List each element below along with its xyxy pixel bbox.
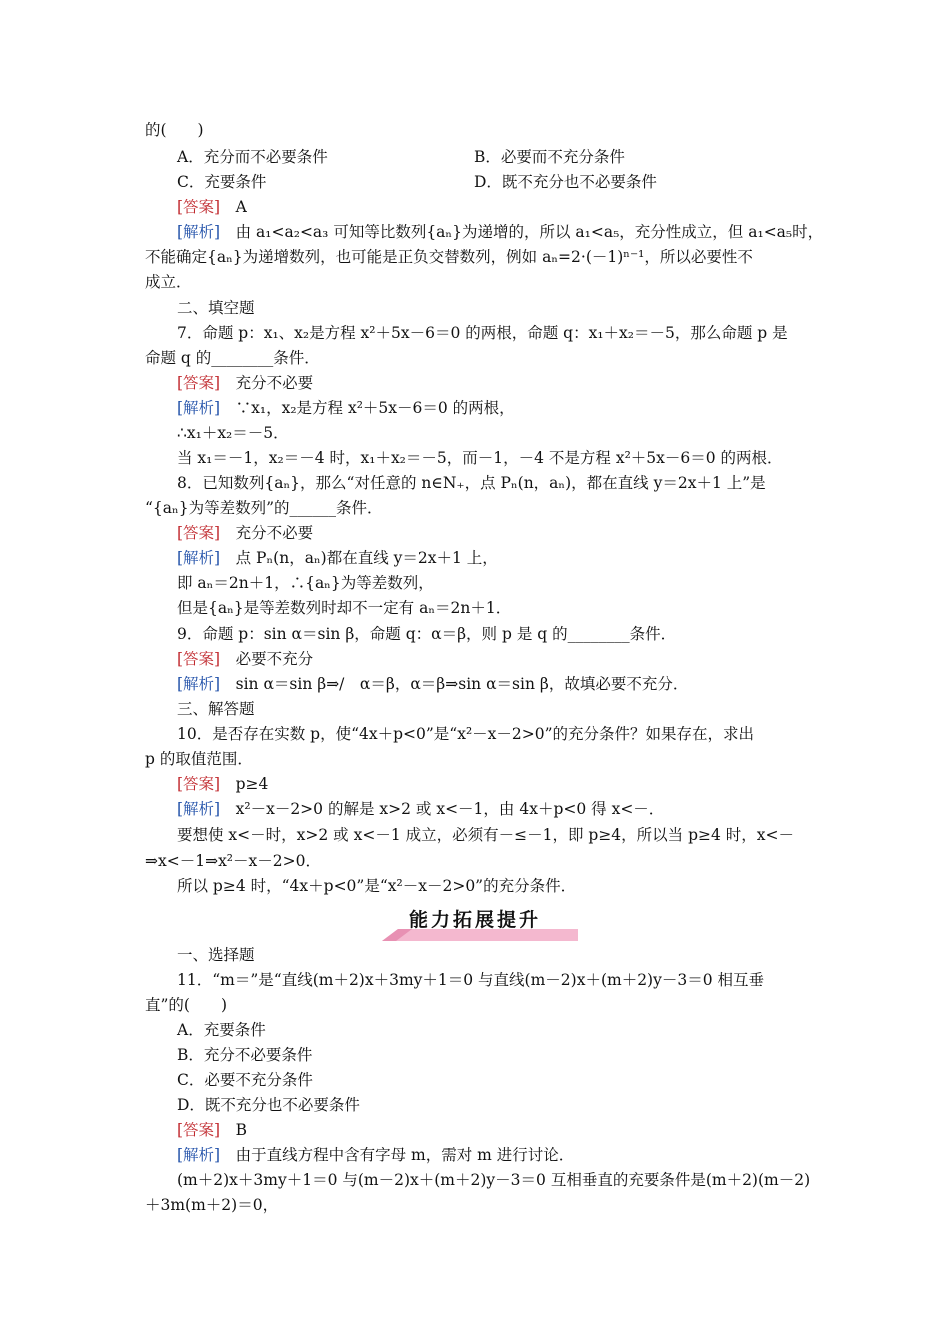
q6-answer-line	[177, 195, 842, 220]
q11-analysis-line	[177, 1143, 842, 1168]
q10-conclusion: 所以 p≥4 时，“4x＋p<0”是“x²－x－2>0”的充分条件．	[177, 877, 577, 895]
q7-answer: 充分不必要	[235, 374, 314, 392]
q10-analysis-line	[177, 797, 842, 822]
analysis-tag: [解析]	[177, 399, 221, 417]
q6-analysis-1: 由 a₁<a₂<a₃ 可知等比数列{aₙ}为递增的，所以 a₁<a₅，充分性成立，但 a₁<a₅时，	[235, 223, 824, 241]
answer-tag: [答案]	[177, 650, 221, 668]
analysis-tag: [解析]	[177, 675, 221, 693]
q11-stem-2: 直”的( )	[145, 996, 228, 1014]
q6-option-c: C．充要条件	[177, 173, 267, 191]
q6-stem-tail: 的( )	[145, 121, 204, 139]
q8-analysis-1: 点 Pₙ(n，aₙ)都在直线 y＝2x＋1 上，	[235, 549, 498, 567]
q10-analysis-1: x²－x－2>0 的解是 x>2 或 x<－1，由 4x＋p<0 得 x<－．	[235, 800, 665, 818]
answer-tag: [答案]	[177, 198, 221, 216]
q9-analysis: sin α＝sin β⇒/ α＝β，α＝β⇒sin α＝sin β，故填必要不充分．	[235, 675, 689, 693]
q8-analysis-2: 即 aₙ＝2n＋1，∴{aₙ}为等差数列，	[177, 574, 434, 592]
q9-analysis-line	[177, 672, 842, 697]
q10-analysis-3: ⇒x<－1⇒x²－x－2>0．	[145, 852, 321, 870]
section-choice: 一、选择题	[177, 946, 255, 964]
section-fill-in: 二、填空题	[177, 299, 255, 317]
q7-analysis-1: ∵x₁，x₂是方程 x²＋5x－6＝0 的两根，	[235, 399, 515, 417]
q11-option-a: A．充要条件	[177, 1021, 266, 1039]
q6-option-d: D．既不充分也不必要条件	[474, 173, 657, 191]
q9-stem: 9．命题 p：sin α＝sin β，命题 q：α＝β，则 p 是 q 的________条件．	[177, 625, 677, 643]
q7-answer-line	[177, 371, 842, 396]
q10-stem-2: p 的取值范围．	[145, 750, 253, 768]
q7-stem-1: 7．命题 p：x₁、x₂是方程 x²＋5x－6＝0 的两根，命题 q：x₁＋x₂＝－5，那么命题 p 是	[177, 324, 788, 342]
q6-analysis-line	[177, 220, 842, 245]
analysis-tag: [解析]	[177, 223, 221, 241]
q8-analysis-3: 但是{aₙ}是等差数列时却不一定有 aₙ＝2n＋1．	[177, 599, 512, 617]
q10-analysis-2: 要想使 x<－时，x>2 或 x<－1 成立，必须有－≤－1，即 p≥4，所以当 p≥4 时，x<－	[177, 826, 795, 844]
q6-analysis-3: 成立．	[145, 273, 192, 291]
section-solution: 三、解答题	[177, 700, 255, 718]
answer-tag: [答案]	[177, 524, 221, 542]
q11-answer-line	[177, 1118, 842, 1143]
q6-analysis-2: 不能确定{aₙ}为递增数列，也可能是正负交替数列，例如 aₙ=2·(－1)ⁿ⁻¹，所以必要性不	[145, 248, 753, 266]
answer-tag: [答案]	[177, 775, 221, 793]
analysis-tag: [解析]	[177, 1146, 221, 1164]
analysis-tag: [解析]	[177, 800, 221, 818]
q8-stem-1: 8．已知数列{aₙ}，那么“对任意的 n∈N₊，点 Pₙ(n，aₙ)，都在直线 y＝2x＋1 上”是	[177, 474, 766, 492]
q10-stem-1: 10．是否存在实数 p，使“4x＋p<0”是“x²－x－2>0”的充分条件？如果存在，求出	[177, 725, 755, 743]
q6-option-a: A．充分而不必要条件	[177, 148, 328, 166]
q11-analysis-3: ＋3m(m＋2)＝0，	[145, 1196, 279, 1214]
q6-option-b: B．必要而不充分条件	[474, 148, 625, 166]
q11-option-d: D．既不充分也不必要条件	[177, 1096, 360, 1114]
q8-analysis-line	[177, 546, 842, 571]
q11-option-c: C．必要不充分条件	[177, 1071, 313, 1089]
q8-answer-line	[177, 521, 842, 546]
analysis-tag: [解析]	[177, 549, 221, 567]
q11-answer: B	[235, 1121, 248, 1139]
q11-analysis-1: 由于直线方程中含有字母 m，需对 m 进行讨论．	[235, 1146, 575, 1164]
q8-stem-2: “{aₙ}为等差数列”的______条件．	[145, 499, 383, 517]
q9-answer: 必要不充分	[235, 650, 314, 668]
answer-tag: [答案]	[177, 1121, 221, 1139]
q11-option-b: B．充分不必要条件	[177, 1046, 313, 1064]
q9-answer-line	[177, 647, 842, 672]
answer-tag: [答案]	[177, 374, 221, 392]
q11-stem-1: 11．“m＝”是“直线(m＋2)x＋3my＋1＝0 与直线(m－2)x＋(m＋2)y－3＝0 相互垂	[177, 971, 765, 989]
q11-analysis-2: (m＋2)x＋3my＋1＝0 与(m－2)x＋(m＋2)y－3＝0 互相垂直的充要条件是(m＋2)(m－2)	[177, 1171, 811, 1189]
q10-answer-line	[177, 772, 842, 797]
q6-answer: A	[235, 198, 247, 216]
banner-title: 能力拓展提升	[408, 909, 541, 931]
q7-stem-2: 命题 q 的________条件．	[145, 349, 320, 367]
q7-analysis-line	[177, 396, 842, 421]
q7-analysis-3: 当 x₁＝－1，x₂＝－4 时，x₁＋x₂＝－5，而－1，－4 不是方程 x²＋5x－6＝0 的两根．	[177, 449, 783, 467]
q8-answer: 充分不必要	[235, 524, 314, 542]
section-banner	[372, 908, 578, 944]
q7-analysis-2: ∴x₁＋x₂＝－5．	[177, 424, 289, 442]
q10-answer: p≥4	[235, 775, 269, 793]
